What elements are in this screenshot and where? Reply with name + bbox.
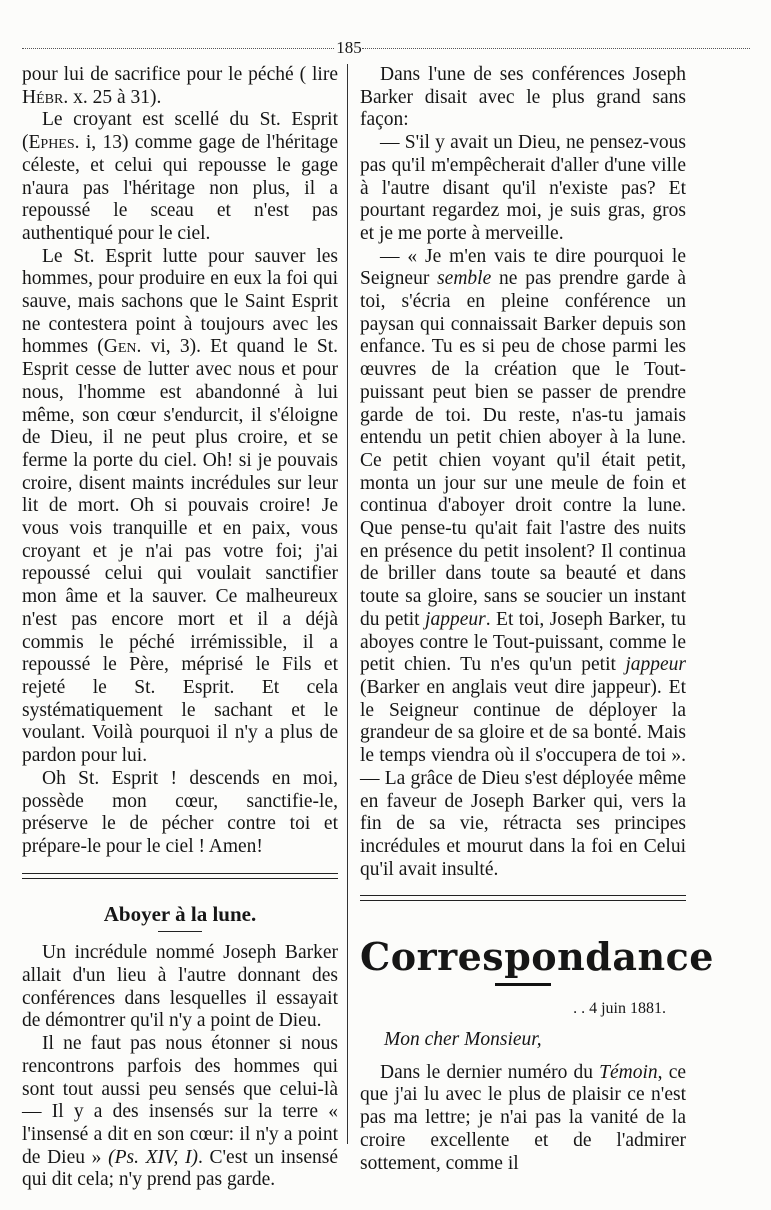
title-rule [158,931,202,932]
paragraph: Dans le dernier numéro du Témoin, ce que j'ai lu avec le plus de plaisir ce n'est pas ma lettre; je n'ai pas la vanité de la croire excellente et de l'admirer sottement, comme il [360,1061,687,1174]
section-title: Aboyer à la lune. [103,901,257,926]
paragraph: Le croyant est scellé du St. Esprit (Ephes. i, 13) comme gage de l'héritage céleste, et celui qui repousse le gage n'aura pas l'héritage non plus, il a repoussé le sceau et n'est pas authentiqué pour le ciel. [22,109,338,244]
section-divider [360,895,686,901]
left-column [22,64,338,1192]
page-header [22,38,750,62]
paragraph: Le St. Esprit lutte pour sauver les hommes, pour produire en eux la foi qui sauve, mais sachons que le Saint Esprit ne contestera point à toujours avec les hommes (Gen. vi, 3). Et quand le St. Esprit cesse de lutter avec nous et pour nous, l'homme est abandonné à lui même, son cœur s'endurcit, il s'éloigne de Dieu, il ne peut plus croire, et se ferme la porte du ciel. Oh! si je pouvais croire, disent maints incrédules sur leur lit de mort. Oh si pouvais croire! Je vous vois tranquille et en paix, vous croyant et je n'ai pas votre foi; j'ai repoussé celui qui voulait sanctifier mon âme et la sauver. Ce malheureux n'est pas encore mort et il a déjà commis le péché irrémissible, il a repoussé le Père, méprisé le Fils et rejeté le St. Esprit. Et cela systématiquement le sachant et le voulant. Voilà pourquoi il n'y a plus de pardon pour lui. [22,245,338,767]
letter-date: . . 4 juin 1881. [573,1000,666,1018]
paragraph: — « Je m'en vais te dire pourquoi le Seigneur semble ne pas prendre garde à toi, s'écria en pleine conférence un paysan qui connaissait Barker depuis son enfance. Tu es si peu de chose parmi les œuvres de la création que le Tout-puissant peut bien se passer de prendre garde de toi. Du reste, n'as-tu jamais entendu un petit chien aboyer à la lune. Ce petit chien voyant qu'il était petit, monta un jour sur une meule de foin et continua d'aboyer droit contre la lune. Que pense-tu qu'ait fait l'astre des nuits en présence du petit insolent? Il continua de briller dans toute sa beauté et dans toute sa gloire, sans se soucier un instant du petit jappeur. Et toi, Joseph Barker, tu aboyes contre le Tout-puissant, comme le petit chien. Tu n'es qu'un petit jappeur (Barker en anglais veut dire jappeur). Et le Seigneur continue de déployer la grandeur de sa gloire et de sa bonté. Mais le temps viendra où il s'occupera de toi ». — La grâce de Dieu s'est déployée même en faveur de Joseph Barker qui, vers la fin de sa vie, rétracta ses principes incrédules et mourut dans la foi en Celui qu'il avait insulté. [360,245,686,880]
right-column [360,64,714,1175]
paragraph: Un incrédule nommé Joseph Barker allait d'un lieu à l'autre donnant des conférences dans lesquelles il essayait de démontrer qu'il n'y a point de Dieu. [22,942,338,1032]
paragraph: — S'il y avait un Dieu, ne pensez-vous pas qu'il m'empêcherait d'aller d'une ville à l'autre disant qu'il n'existe pas? Et pourtant regardez moi, je suis gras, gros et je me porte à merveille. [360,132,686,244]
section-divider [22,873,338,879]
header-ornament-right [362,48,750,51]
paragraph: Il ne faut pas nous étonner si nous rencontrons parfois des hommes qui sont tout aussi peu sensés que celui-là — Il y a des insensés sur la terre « l'insensé a dit en son cœur: il n'y a point de Dieu » (Ps. XIV, I). C'est un insensé qui dit cela; n'y prend pas garde. [22,1033,338,1191]
section-title: Correspondance [360,934,714,980]
title-rule [495,983,551,986]
header-ornament-left [22,48,334,51]
page-number: 185 [336,38,362,57]
paragraph: Oh St. Esprit ! descends en moi, possède mon cœur, sanctifie-le, préserve le de pécher contre toi et prépare-le pour le ciel ! Amen! [22,767,338,857]
letter-salutation: Mon cher Monsieur, [384,1029,542,1051]
column-divider [347,64,348,1144]
paragraph: Dans l'une de ses conférences Joseph Barker disait avec le plus grand sans façon: [360,64,686,131]
paragraph: pour lui de sacrifice pour le péché ( lire Hébr. x. 25 à 31). [22,64,338,108]
